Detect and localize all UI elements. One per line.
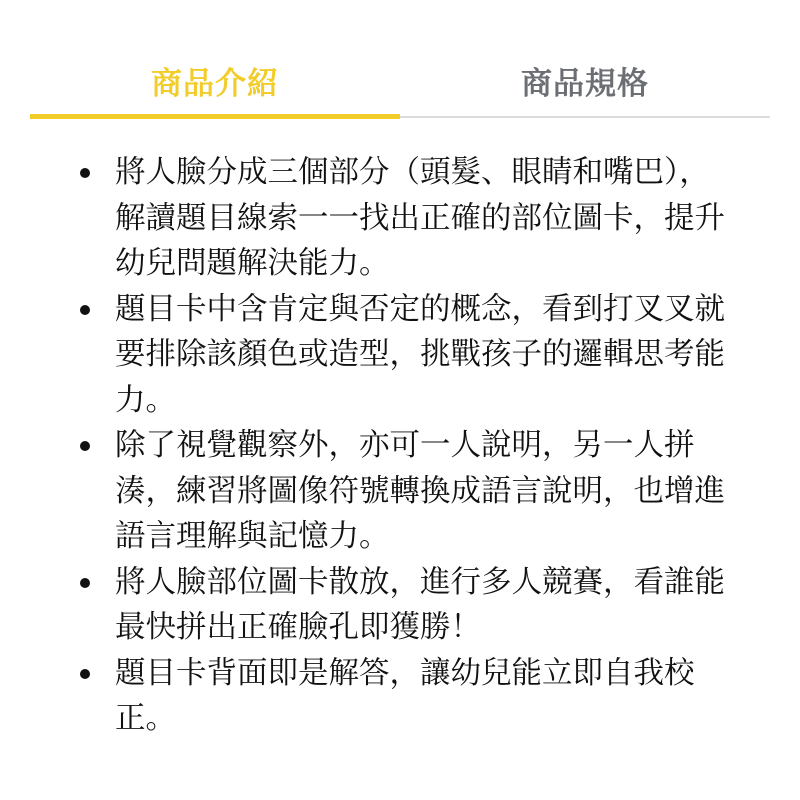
- list-item: [74, 287, 764, 424]
- list-item: [74, 150, 764, 287]
- list-item-text: 要排除該顏色或造型，挑戰孩子的邏輯思考能: [115, 337, 725, 372]
- tab-product-specs[interactable]: 商品規格: [521, 66, 649, 102]
- list-item-text: 最快拼出正確臉孔即獲勝！: [115, 610, 481, 645]
- feature-list: [74, 150, 764, 742]
- tab-bar: [30, 40, 770, 120]
- list-item-text: 湊，練習將圖像符號轉換成語言說明，也增進: [115, 473, 725, 509]
- list-item: [74, 423, 764, 560]
- tab-product-intro[interactable]: 商品介紹: [151, 66, 279, 102]
- bullet-icon: [80, 305, 90, 315]
- list-item: [74, 560, 764, 651]
- list-item-text: 題目卡背面即是解答，讓幼兒能立即自我校: [115, 655, 695, 691]
- list-item: [74, 651, 764, 742]
- bullet-icon: [80, 578, 90, 588]
- list-item-text: 幼兒問題解決能力。: [115, 246, 390, 281]
- list-item-text: 正。: [115, 701, 176, 736]
- list-item-text: 將人臉部位圖卡散放，進行多人競賽，看誰能: [115, 564, 725, 600]
- active-tab-indicator: [30, 114, 400, 119]
- bullet-icon: [80, 168, 90, 178]
- list-item-text: 除了視覺觀察外，亦可一人說明，另一人拼: [115, 428, 695, 463]
- bullet-icon: [80, 669, 90, 679]
- bullet-icon: [80, 441, 90, 451]
- list-item-text: 題目卡中含肯定與否定的概念，看到打叉叉就: [115, 291, 725, 327]
- list-item-text: 將人臉分成三個部分（頭髮、眼睛和嘴巴），: [115, 155, 710, 190]
- list-item-text: 力。: [115, 382, 176, 418]
- list-item-text: 解讀題目線索一一找出正確的部位圖卡，提升: [115, 200, 725, 236]
- list-item-text: 語言理解與記憶力。: [115, 519, 390, 554]
